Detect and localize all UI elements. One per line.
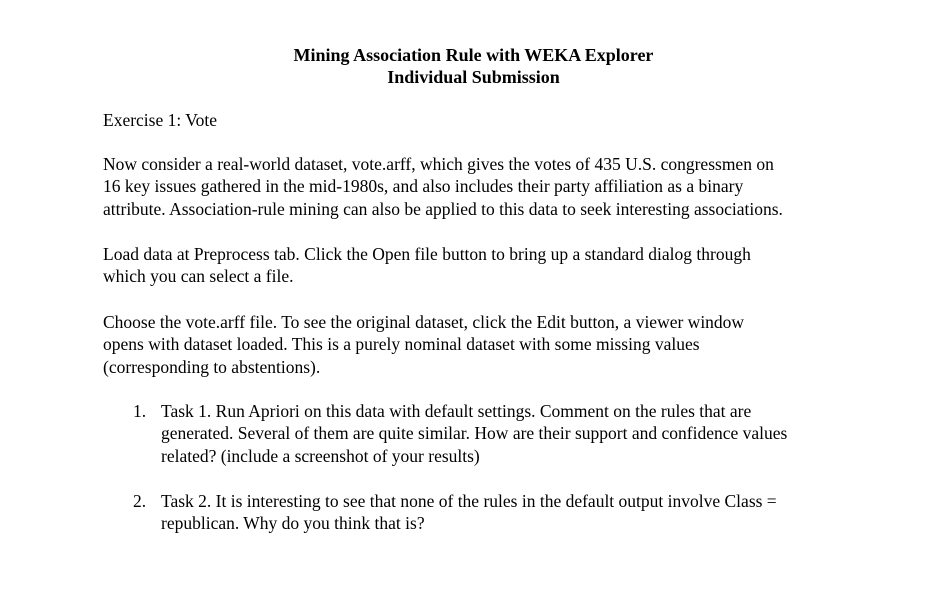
choose-line: Choose the vote.arff file. To see the original dataset, click the Edit button, a viewer window [103,312,745,332]
task-text [161,490,891,535]
intro-line: 16 key issues gathered in the mid-1980s, and also includes their party affiliation as a binary [103,176,744,197]
task-line: generated. Several of them are quite similar. How are their support and confidence values [161,423,788,444]
intro-paragraph [103,153,883,220]
intro-line: Now consider a real-world dataset, vote.arff, which gives the votes of 435 U.S. congressmen on [103,154,774,174]
task-text [161,400,891,467]
task-line: Task 1. Run Apriori on this data with default settings. Comment on the rules that are [161,401,752,421]
document-title: Mining Association Rule with WEKA Explorer [293,45,654,65]
task-number: 1. [133,401,147,421]
task-line: republican. Why do you think that is? [161,513,425,534]
load-line: which you can select a file. [103,266,294,287]
document-subtitle: Individual Submission [387,67,560,87]
load-line: Load data at Preprocess tab. Click the Open file button to bring up a standard dialog through [103,244,751,264]
choose-line: (corresponding to abstentions). [103,356,321,377]
exercise-heading: Exercise 1: Vote [103,110,218,130]
load-paragraph [103,243,883,288]
task-line: Task 2. It is interesting to see that none of the rules in the default output involve Class = [161,491,777,511]
task-number: 2. [133,491,147,511]
task-line: related? (include a screenshot of your results) [161,445,480,466]
choose-line: opens with dataset loaded. This is a purely nominal dataset with some missing values [103,334,700,355]
intro-line: attribute. Association-rule mining can also be applied to this data to seek interesting associations. [103,198,783,219]
choose-paragraph [103,311,883,378]
